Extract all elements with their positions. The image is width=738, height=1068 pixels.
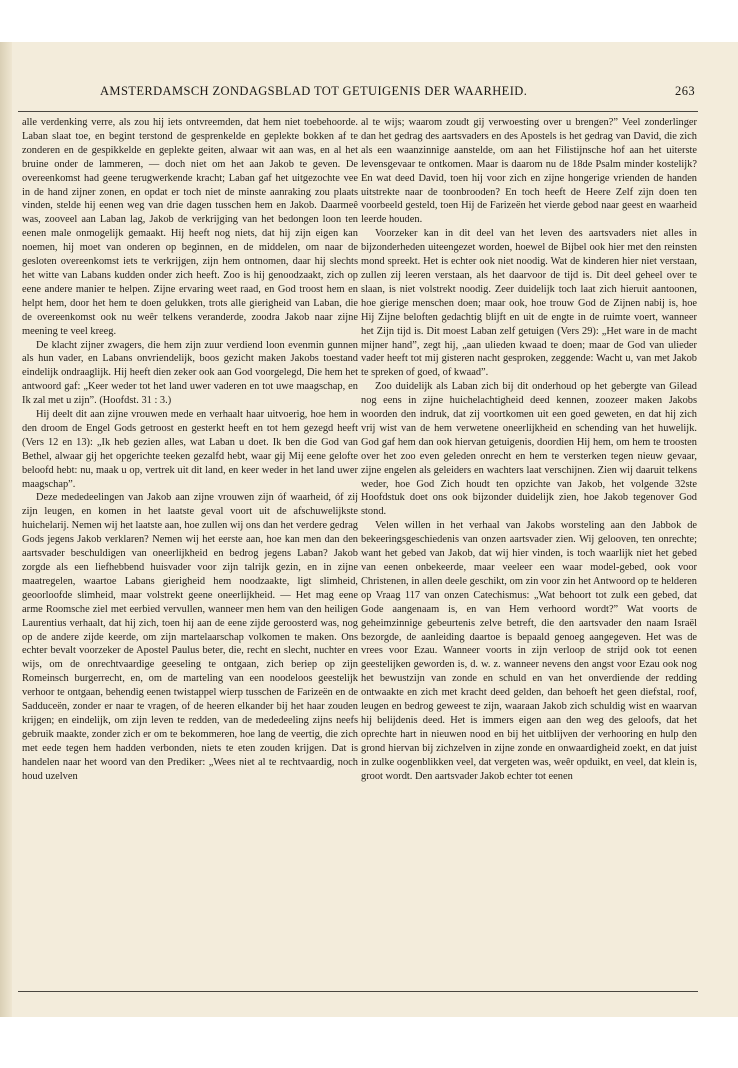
page-binding-edge xyxy=(0,42,12,1017)
right-column xyxy=(361,116,697,988)
left-column xyxy=(22,116,358,988)
paragraph: Hij deelt dit aan zijne vrouwen mede en verhaalt haar uitvoerig, hoe hem in den droom de Engel Gods getroost en gesterkt heeft en tot hem gezegd heeft (Vers 12 en 13): „Ik heb gezien alles, wat Laban u doet. Ik ben die God van Bethel, alwaar gij het opgerichte teeken gezalfd hebt, waar gij Mij eene gelofte beloofd hebt: nu, maak u op, vertrek uit dit land, en keer weder in het land uwer maagschap”. xyxy=(22,409,358,490)
journal-title: AMSTERDAMSCH ZONDAGSBLAD TOT GETUIGENIS DER WAARHEID. xyxy=(100,84,528,98)
paragraph: Voorzeker kan in dit deel van het leven des aartsvaders niet alles in bijzonderheden uiteengezet worden, hoewel de Bijbel ook hier met den reinsten mond spreekt. Het is echter ook niet noodig. Wat de kinderen hier niet verstaan, zullen zij leeren verstaan, als het daarvoor de tijd is. Dit deel geheel over te slaan, is niet volstrekt noodig. Zeer duidelijk toch laat zich hieruit aantoonen, hoe gierige menschen doen; maar ook, hoe trouw God de Zijnen nabij is, hoe Hij Zijne beloften gedachtig blijft en uit de engte in de ruimte voert, wanneer het Zijn tijd is. Dit moest Laban zelf getuigen (Vers 29): „Het ware in de macht mijner hand”, zegt hij, „aan ulieden kwaad te doen; maar de God van ulieder vader heeft tot mij gisteren nacht gesproken, zeggende: Wacht u, van met Jakob te spreken of goed, of kwaad”. xyxy=(361,228,697,379)
paragraph: De klacht zijner zwagers, die hem zijn zuur verdiend loon evenmin gunnen als hun vader, en Labans onvriendelijk, boos gezicht maken Jakobs toestand eindelijk ondraaglijk. Hij heeft dien zeker ook aan God voorgelegd, Die hem het antwoord gaf: „Keer weder tot het land uwer vaderen en tot uwe maagschap, en Ik zal met u zijn”. (Hoofdst. 31 : 3.) xyxy=(22,339,358,407)
paragraph: Velen willen in het verhaal van Jakobs worsteling aan den Jabbok de bekeeringsgeschiedenis van onzen aartsvader zien. Wij gelooven, ten onrechte; want het gebed van Jakob, dat wij hier vinden, is toch waarlijk niet het gebed van eenen onbekeerde, maar veeleer een waar model-gebed, ook voor Christenen, in allen deele geschikt, om zin voor zin het Antwoord op te helderen op Vraag 117 van onzen Catechismus: „Wat behoort tot zulk een gebed, dat Gode aangenaam is, en van Hem verhoord wordt?” Wat voorts de geheimzinnige gebeurtenis zelve betreft, die den aartsvader den naam Israël bezorgde, de aanleiding daartoe is bepaald genoeg aangegeven. Het was de vrees voor Ezau. Wanneer voorts in zijn verloop de strijd ook tot eenen geestelijken geworden is, d. w. z. wanneer nevens den angst voor Ezau ook nog het bewustzijn van zonde en schuld en van het onverdiende der redding ontwaakte en zich met kracht deed gelden, dan behoeft het geen diefstal, roof, leugen en bedrog geweest te zijn, waaraan Jakob zich schuldig wist en waarvan hij belijdenis deed. Het is immers eigen aan den weg des geloofs, dat het oprechte hart in nieuwen nood en bij het uitblijven der verhooring en hulp den grond hiervan bij zichzelven in zijne zonde en onwaardigheid zoekt, en dat juist in zulke oogenblikken veel, dat vergeten was, weêr opduikt, en veel, dat klein is, groot wordt. Den aartsvader Jakob echter tot eenen xyxy=(361,520,697,782)
running-header xyxy=(100,84,695,99)
page-number: 263 xyxy=(675,84,695,98)
paragraph: alle verdenking verre, als zou hij iets ontvreemden, dat hem niet toebehoorde. Laban slaat toe, en begint terstond de gesprenkelde en geplekte bokken af te zonderen en de gespikkelde en geplekte geiten, alwaar wit aan was, en al het bruine onder de lammeren, — doch niet om het aan Jakob te geven. De overeenkomst had geene terugwerkende kracht; Laban gaf het uitgezochte vee in de hand zijner zonen, en opdat er toch niet de minste aanraking zou plaats vinden, stelde hij eenen weg van drie dagen tusschen hem en Jakob. Daarmeê was, zooveel aan Laban lag, Jakob de verkrijging van het bedongen loon ten eenen male onmogelijk gemaakt. Hij heeft nog niets, dat hij zijn eigen kan noemen, hij moet van onderen op beginnen, en de middelen, om naar de gesloten overeenkomst iets te verkrijgen, zijn hem ontnomen, daar hij slechts het witte van Labans kudden onder zich heeft. Zoo is hij genoodzaakt, zich op eene andere manier te helpen. Zijne ervaring weet raad, en God troost hem en helpt hem, door het hem te doen gelukken, trots alle gierigheid van Laban, die de overeenkomst ook nu weêr telkens veranderde, zoodra Jakob naar zijne meening te veel kreeg. xyxy=(22,117,358,337)
footer-rule xyxy=(18,991,698,992)
paragraph: Zoo duidelijk als Laban zich bij dit onderhoud op het gebergte van Gilead nog eens in zijne huichelachtigheid deed kennen, zoozeer maken Jakobs woorden den indruk, dat zij voortkomen uit een goed geweten, en dat hij zich vrij wist van de hem verwetene oneerlijkheid en schending van het huwelijk. God gaf hem dan ook hiervan getuigenis, doordien Hij hem, om hem te troosten over het zoo even geleden onrecht en hem te versterken tegen nieuw gevaar, zijne engelen als geleiders en wachters laat verschijnen. Zien wij daaruit telkens weder, hoe God Zich houdt ten opzichte van Jakob, het volgende 32ste Hoofdstuk doet ons ook bijzonder duidelijk zien, hoe Jakob tegenover God stond. xyxy=(361,381,697,518)
paragraph: al te wijs; waarom zoudt gij verwoesting over u brengen?” Veel zonderlinger dan het gedrag des aartsvaders en des Apostels is het gedrag van David, die zich als een waanzinnige aanstelde, om aan het Filistijnsche hof aan het uiterste levensgevaar te ontkomen. Maar is daarom nu de 18de Psalm minder kostelijk? En wat deed David, toen hij voor zich en zijne hongerige vrienden de handen uitstrekte naar de toonbrooden? En toch heeft de Heere Zelf zijn doen ten voorbeeld gesteld, toen Hij de Farizeën het vierde gebod naar geest en waarheid leerde houden. xyxy=(361,117,697,226)
document-page xyxy=(0,42,738,1017)
header-rule xyxy=(18,111,698,112)
paragraph: Deze mededeelingen van Jakob aan zijne vrouwen zijn óf waarheid, óf zij zijn leugen, en komen in het laatste geval voort uit de afschuwelijkste huichelarij. Nemen wij het laatste aan, hoe zullen wij ons dan het verdere gedrag Gods jegens Jakob verklaren? Nemen wij het eerste aan, hoe kan men dan den aartsvader beschuldigen van oneerlijkheid en bedrog jegens Laban? Jakob zorgde als een liefhebbend huisvader voor zijn talrijk gezin, en in zijne maatregelen, waartoe Labans gierigheid hem noodzaakte, ligt slimheid, geoorloofde slimheid, maar volstrekt geene oneerlijkheid. — Het mag eene arme Roomsche ziel met eerbied vervullen, wanneer men hem van den heiligen Laurentius verhaalt, dat hij zich, toen hij aan de eene zijde geroosterd was, nog op de andere zijde keerde, om zijn martelaarschap volkomen te maken. Ons echter bevalt voorzeker de Apostel Paulus beter, die, recht en slecht, nuchter en wijs, om de onrechtvaardige geeseling te ontgaan, zich beriep op zijn Romeinsch burgerrecht, en, om de marteling van een noodeloos geestelijk verhoor te ontgaan, behendig eenen twistappel wierp tusschen de Farizeën en de Sadduceën, zonder er naar te vragen, of de heeren elkander bij het haar zouden krijgen; en eindelijk, om zijn leven te redden, van de mededeeling zijns neefs gebruik maakte, zonder zich er om te bekommeren, hoe lang de veertig, die zich met eede tegen hem hadden verbonden, niets te eten zouden krijgen. Dat is handelen naar het woord van den Prediker: „Wees niet al te rechtvaardig, noch houd uzelven xyxy=(22,492,358,782)
